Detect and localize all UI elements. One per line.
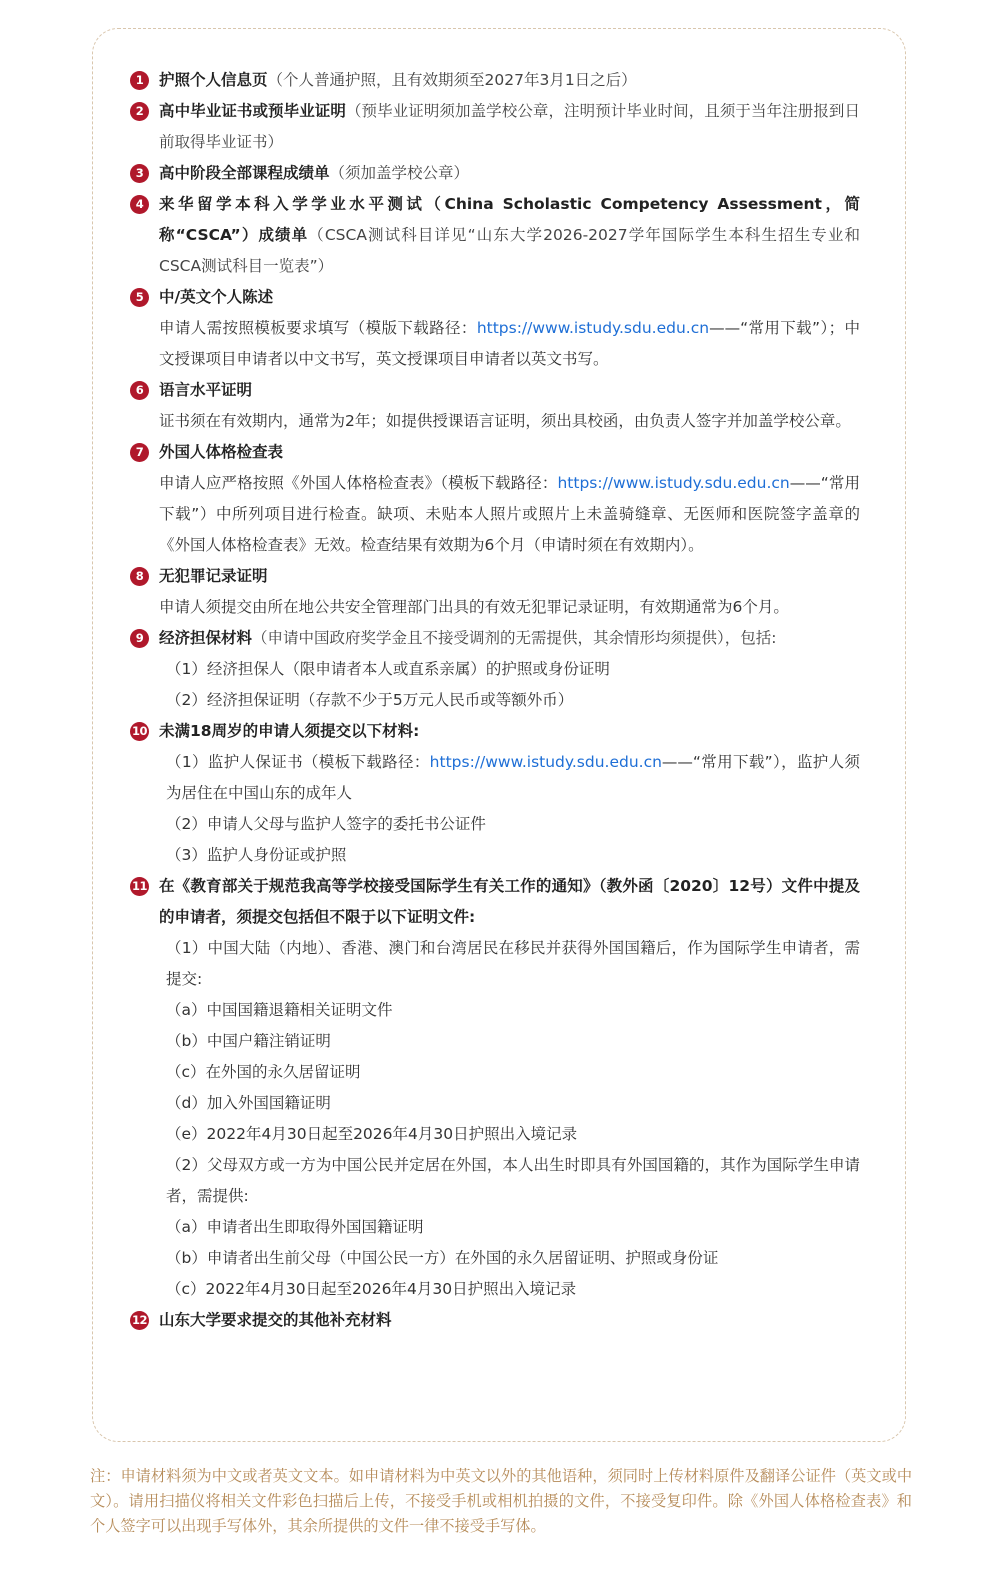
item-detail: [159, 685, 860, 716]
item-title: 中/英文个人陈述: [159, 288, 274, 306]
requirement-item: [130, 1305, 860, 1336]
item-title: 护照个人信息页: [159, 71, 268, 89]
item-detail: [159, 1274, 860, 1305]
item-detail: [159, 654, 860, 685]
detail-text: （a）中国国籍退籍相关证明文件: [166, 1001, 393, 1019]
item-note: （个人普通护照，且有效期须至2027年3月1日之后）: [267, 71, 637, 89]
item-title: 无犯罪记录证明: [159, 567, 268, 585]
download-link[interactable]: https://www.istudy.sdu.edu.cn: [476, 319, 710, 337]
item-title: 在《教育部关于规范我高等学校接受国际学生有关工作的通知》（教外函〔2020〕12号）文件中提及的申请者，须提交包括但不限于以下证明文件:: [159, 877, 860, 926]
item-note: （预毕业证明须加盖学校公章，注明预计毕业时间，且须于当年注册报到日前取得毕业证书）: [159, 102, 860, 151]
item-detail: [159, 406, 860, 437]
download-link[interactable]: https://www.istudy.sdu.edu.cn: [429, 753, 662, 771]
item-detail: [159, 809, 860, 840]
number-badge: 6: [130, 381, 149, 400]
requirement-item: [130, 158, 860, 189]
item-detail: [159, 1119, 860, 1150]
detail-text: （b）申请者出生前父母（中国公民一方）在外国的永久居留证明、护照或身份证: [166, 1249, 719, 1267]
requirement-item: [130, 65, 860, 96]
item-title: 山东大学要求提交的其他补充材料: [159, 1311, 392, 1329]
number-badge: 4: [130, 195, 149, 214]
item-note: （申请中国政府奖学金且不接受调剂的无需提供，其余情形均须提供），包括:: [252, 629, 777, 647]
number-badge: 5: [130, 288, 149, 307]
detail-text: ——“常用下载”）中所列项目进行检查。缺项、未贴本人照片或照片上未盖骑缝章、无医师和医院签字盖章的《外国人体格检查表》无效。检查结果有效期为6个月（申请时须在有效期内）。: [159, 474, 860, 554]
number-badge: 9: [130, 629, 149, 648]
number-badge: 3: [130, 164, 149, 183]
item-note: （CSCA测试科目详见“山东大学2026-2027学年国际学生本科生招生专业和CSCA测试科目一览表”）: [159, 226, 861, 275]
number-badge: 7: [130, 443, 149, 462]
item-detail: [159, 1212, 860, 1243]
number-badge: 12: [130, 1311, 149, 1330]
detail-text: （1）监护人保证书（模板下载路径：: [166, 753, 430, 771]
item-detail: [159, 1057, 860, 1088]
detail-text: （2）父母双方或一方为中国公民并定居在外国，本人出生时即具有外国国籍的，其作为国际学生申请者，需提供:: [166, 1156, 860, 1205]
item-title: 外国人体格检查表: [159, 443, 284, 461]
detail-text: （c）2022年4月30日起至2026年4月30日护照出入境记录: [166, 1280, 577, 1298]
item-detail: [159, 747, 860, 809]
item-title: 来华留学本科入学学业水平测试（China Scholastic Competency Assessment，简称“CSCA”）成绩单: [159, 195, 860, 244]
detail-text: ——“常用下载”）；中文授课项目申请者以中文书写，英文授课项目申请者以英文书写。: [159, 319, 860, 368]
requirement-item: [130, 437, 860, 561]
detail-text: （e）2022年4月30日起至2026年4月30日护照出入境记录: [166, 1125, 578, 1143]
item-detail: [159, 1243, 860, 1274]
requirement-item: [130, 96, 860, 158]
detail-text: （2）经济担保证明（存款不少于5万元人民币或等额外币）: [166, 691, 574, 709]
requirement-item: [130, 282, 860, 375]
detail-text: （b）中国户籍注销证明: [166, 1032, 331, 1050]
item-title: 经济担保材料: [159, 629, 253, 647]
item-detail: [159, 1026, 860, 1057]
requirements-list: [130, 65, 860, 1336]
requirement-item: [130, 561, 860, 623]
detail-text: （1）经济担保人（限申请者本人或直系亲属）的护照或身份证明: [166, 660, 610, 678]
item-detail: [159, 1150, 860, 1212]
detail-text: （d）加入外国国籍证明: [166, 1094, 331, 1112]
detail-text: （c）在外国的永久居留证明: [166, 1063, 361, 1081]
number-badge: 8: [130, 567, 149, 586]
item-title: 未满18周岁的申请人须提交以下材料:: [159, 722, 420, 740]
item-detail: [159, 313, 860, 375]
requirement-item: [130, 623, 860, 716]
detail-text: （3）监护人身份证或护照: [166, 846, 347, 864]
detail-text: 申请人须提交由所在地公共安全管理部门出具的有效无犯罪记录证明，有效期通常为6个月。: [159, 598, 789, 616]
requirement-item: [130, 716, 860, 871]
detail-text: （1）中国大陆（内地）、香港、澳门和台湾居民在移民并获得外国国籍后，作为国际学生申请者，需提交:: [166, 939, 860, 988]
requirement-item: [130, 189, 860, 282]
item-detail: [159, 592, 860, 623]
item-title: 语言水平证明: [159, 381, 253, 399]
item-detail: [159, 995, 860, 1026]
item-note: （须加盖学校公章）: [329, 164, 470, 182]
detail-text: ——“常用下载”），监护人须为居住在中国山东的成年人: [166, 753, 860, 802]
item-detail: [159, 468, 860, 561]
item-title: 高中阶段全部课程成绩单: [159, 164, 330, 182]
item-detail: [159, 840, 860, 871]
number-badge: 10: [130, 722, 149, 741]
number-badge: 2: [130, 102, 149, 121]
detail-text: （a）申请者出生即取得外国国籍证明: [166, 1218, 424, 1236]
item-title: 高中毕业证书或预毕业证明: [159, 102, 346, 120]
footnote: 注：申请材料须为中文或者英文文本。如申请材料为中英文以外的其他语种，须同时上传材料原件及翻译公证件（英文或中文）。请用扫描仪将相关文件彩色扫描后上传，不接受手机或相机拍摄的文件，不接受复印件。除《外国人体格检查表》和个人签字可以出现手写体外，其余所提供的文件一律不接受手写体。: [90, 1467, 912, 1535]
detail-text: 申请人应严格按照《外国人体格检查表》（模板下载路径：: [159, 474, 558, 492]
detail-text: 申请人需按照模板要求填写（模版下载路径：: [159, 319, 477, 337]
item-detail: [159, 933, 860, 995]
download-link[interactable]: https://www.istudy.sdu.edu.cn: [557, 474, 790, 492]
requirement-item: [130, 871, 860, 1305]
requirement-item: [130, 375, 860, 437]
number-badge: 1: [130, 71, 149, 90]
number-badge: 11: [130, 877, 149, 896]
detail-text: 证书须在有效期内，通常为2年；如提供授课语言证明，须出具校函，由负责人签字并加盖学校公章。: [159, 412, 851, 430]
item-detail: [159, 1088, 860, 1119]
detail-text: （2）申请人父母与监护人签字的委托书公证件: [166, 815, 486, 833]
